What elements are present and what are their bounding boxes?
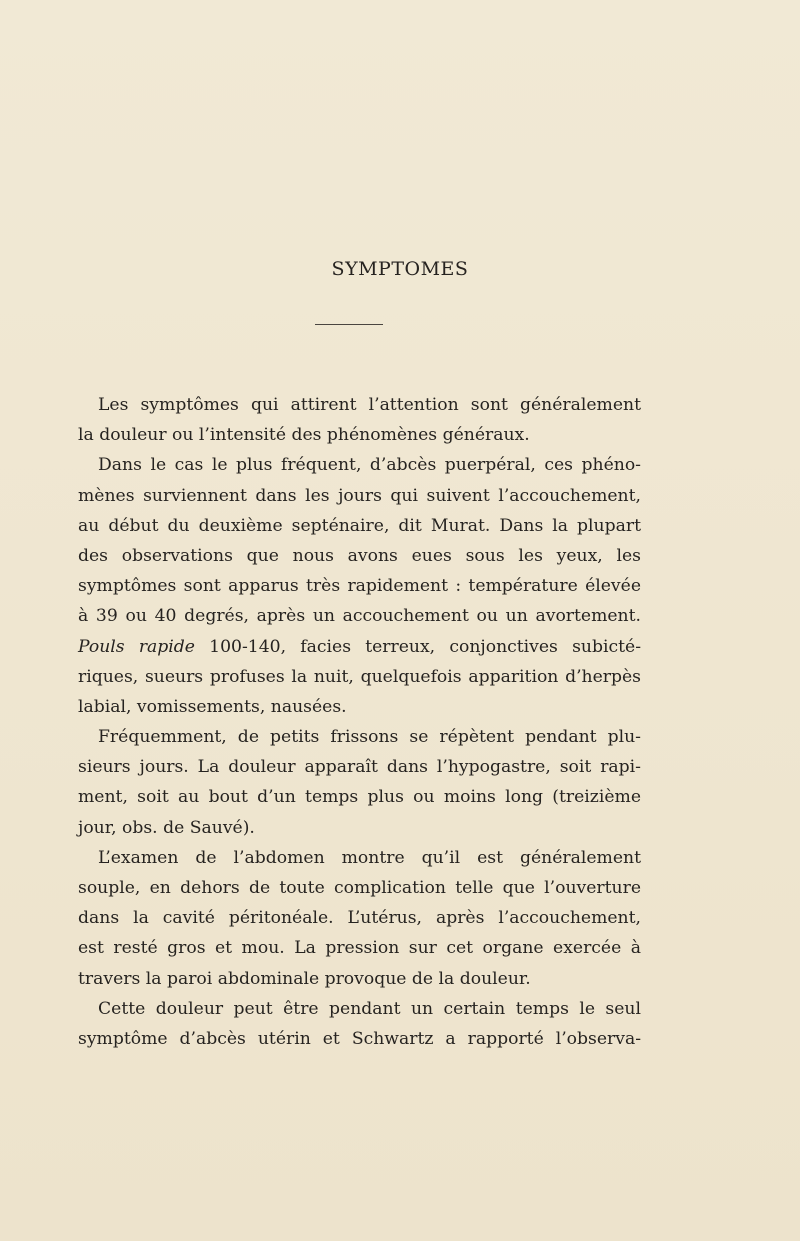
text-line <box>78 1024 641 1054</box>
text-line <box>78 782 641 812</box>
text-line <box>78 994 641 1024</box>
text-line <box>78 722 641 752</box>
line-text: Dans le cas le plus fréquent, d’abcès puerpéral, ces phéno- <box>98 455 641 476</box>
line-text: labial, vomissements, nausées. <box>78 696 347 717</box>
line-text: symptômes sont apparus très rapidement : température élevée <box>78 576 641 597</box>
line-text: au début du deuxième septénaire, dit Murat. Dans la plupart <box>78 515 641 536</box>
text-line <box>78 964 641 994</box>
text-line <box>78 450 641 480</box>
line-text: dans la cavité péritonéale. L’utérus, après l’accouchement, <box>78 908 641 929</box>
line-text: à 39 ou 40 degrés, après un accouchement ou un avortement. <box>78 606 641 627</box>
line-text: Les symptômes qui attirent l’attention sont généralement <box>98 395 641 415</box>
line-text: sieurs jours. La douleur apparaît dans l’hypogastre, soit rapi- <box>78 757 641 778</box>
line-text: des observations que nous avons eues sous les yeux, les <box>78 545 641 566</box>
text-line <box>78 752 641 782</box>
text-line <box>78 843 641 873</box>
text-line <box>78 903 641 933</box>
line-text: L’examen de l’abdomen montre qu’il est généralement <box>98 847 641 868</box>
text-line <box>78 601 641 631</box>
line-text: souple, en dehors de toute complication telle que l’ouverture <box>78 878 641 898</box>
text-line <box>78 873 641 903</box>
text-line <box>78 420 641 450</box>
italic-phrase: Pouls rapide <box>78 636 195 657</box>
text-line <box>78 571 641 601</box>
text-line <box>78 511 641 541</box>
line-text: travers la paroi abdominale provoque de la douleur. <box>78 968 531 989</box>
text-line <box>78 632 641 662</box>
chapter-heading: SYMPTOMES <box>331 258 469 280</box>
line-text: 100-140, facies terreux, conjonctives subicté- <box>194 636 641 657</box>
line-text: ment, soit au bout d’un temps plus ou moins long (treizième <box>78 787 641 808</box>
text-line <box>78 541 641 571</box>
line-text: la douleur ou l’intensité des phénomènes généraux. <box>78 425 530 446</box>
heading-rule <box>315 324 383 325</box>
text-line <box>78 933 641 963</box>
line-text: mènes surviennent dans les jours qui suivent l’accouchement, <box>78 485 641 506</box>
line-text: Fréquemment, de petits frissons se répètent pendant plu- <box>98 727 641 748</box>
text-line <box>78 662 641 692</box>
text-line <box>78 481 641 511</box>
line-text: jour, obs. de Sauvé). <box>78 817 255 838</box>
line-text: symptôme d’abcès utérin et Schwartz a rapporté l’observa- <box>78 1028 641 1049</box>
line-text: riques, sueurs profuses la nuit, quelquefois apparition d’herpès <box>78 666 641 687</box>
text-line <box>78 813 641 843</box>
text-line <box>78 390 641 420</box>
text-line <box>78 692 641 722</box>
body-text <box>78 390 641 1054</box>
line-text: est resté gros et mou. La pression sur cet organe exercée à <box>78 938 641 959</box>
line-text: Cette douleur peut être pendant un certain temps le seul <box>98 998 641 1019</box>
